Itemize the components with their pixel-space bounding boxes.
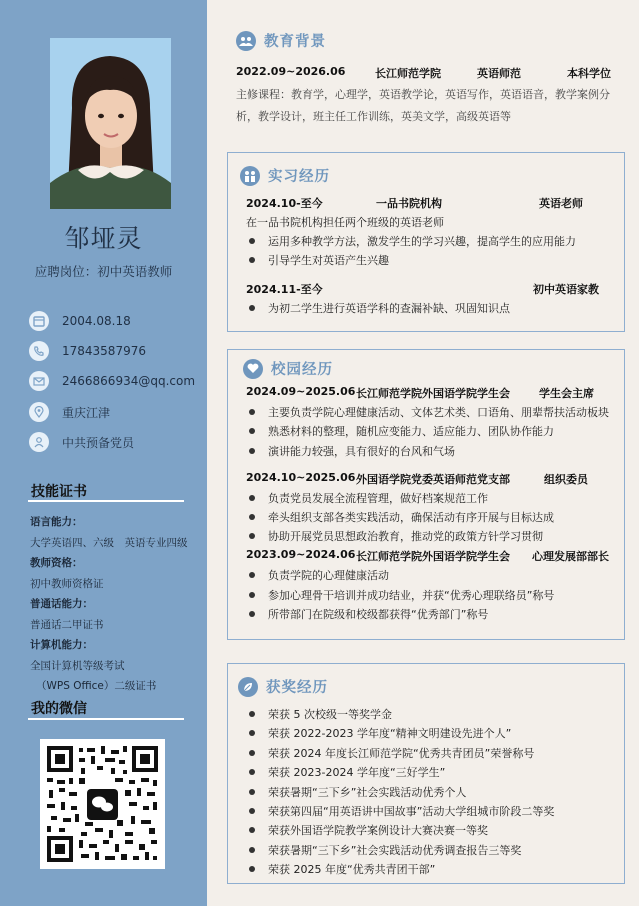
skill-computer-label: 计算机能力：	[30, 639, 93, 651]
birth-date: 2004.08.18	[62, 314, 131, 328]
campus-e2-bullet3: 协助开展党员思想政治教育，推动党的政策方针学习贯彻	[246, 528, 543, 544]
intern-job1-bullet2: 引导学生对英语产生兴趣	[246, 252, 389, 268]
skill-language-value: 大学英语四、六级 英语专业四级	[30, 536, 188, 549]
wechat-heading: 我的微信	[31, 701, 87, 717]
intern-job1-desc: 在一品书院机构担任两个班级的英语老师	[246, 216, 444, 229]
education-section-title: 教育背景	[236, 30, 326, 51]
location-pin-icon	[29, 402, 49, 422]
campus-section-title: 校园经历	[243, 358, 333, 379]
skills-heading: 技能证书	[31, 484, 87, 500]
skills-divider	[28, 500, 184, 502]
campus-e1-bullet1: 主要负责学院心理健康活动、文体艺术类、口语角、朋辈帮扶活动板块	[246, 404, 609, 420]
edu-major: 英语师范	[477, 67, 521, 80]
internship-section-title: 实习经历	[240, 165, 330, 186]
skill-computer-value: 全国计算机等级考试	[30, 659, 125, 672]
person-icon	[29, 432, 49, 452]
email-address: 2466866934@qq.com	[62, 374, 196, 388]
awards-section-title: 获奖经历	[238, 676, 328, 697]
profile-photo	[50, 38, 171, 209]
skill-language-label: 语言能力：	[30, 516, 83, 528]
campus-e2-bullet2: 牵头组织支部各类实践活动，确保活动有序开展与目标达成	[246, 509, 554, 525]
intern-job2-date: 2024.11-至今	[246, 283, 323, 296]
skills-list	[30, 512, 205, 697]
skill-mandarin-value: 普通话二甲证书	[30, 618, 104, 631]
info-email	[29, 371, 195, 391]
campus-e2-org: 外国语学院党委英语师范党支部	[356, 473, 510, 486]
location: 重庆江津	[62, 405, 111, 420]
campus-e1-org: 长江师范学院外国语学院学生会	[356, 387, 510, 400]
mail-icon	[29, 371, 49, 391]
intern-job1-date: 2024.10-至今	[246, 197, 323, 210]
award-item: 荣获 5 次校级一等奖学金	[246, 706, 392, 722]
award-item: 荣获 2023-2024 学年度“三好学生”	[246, 764, 445, 780]
heart-icon	[243, 359, 263, 379]
edu-school: 长江师范学院	[375, 67, 441, 80]
campus-e1-date: 2024.09~2025.06	[246, 385, 356, 398]
edu-degree: 本科学位	[567, 67, 611, 80]
edu-courses-line2: 析，教学设计，班主任工作训练，英美文学，高级英语等	[236, 110, 511, 123]
campus-e2-bullet1: 负责党员发展全流程管理，做好档案规范工作	[246, 490, 488, 506]
phone-icon	[29, 341, 49, 361]
wechat-qr-code	[40, 739, 165, 869]
campus-e3-date: 2023.09~2024.06	[246, 548, 356, 561]
campus-e2-date: 2024.10~2025.06	[246, 471, 356, 484]
award-item: 荣获 2024 年度长江师范学院“优秀共青团员”荣誉称号	[246, 745, 534, 761]
skill-computer-value-2: （WPS Office）二级证书	[36, 680, 157, 692]
calendar-icon	[29, 311, 49, 331]
edu-date: 2022.09~2026.06	[236, 65, 346, 78]
wechat-divider	[28, 718, 184, 720]
intern-job2-role: 初中英语家教	[533, 283, 599, 296]
award-item: 荣获暑期“三下乡”社会实践活动优秀个人	[246, 784, 466, 800]
award-item: 荣获暑期“三下乡”社会实践活动优秀调查报告三等奖	[246, 842, 521, 858]
skill-mandarin-label: 普通话能力：	[30, 598, 93, 610]
graduation-icon	[236, 31, 256, 51]
award-item: 荣获 2022-2023 学年度“精神文明建设先进个人”	[246, 725, 511, 741]
info-politics	[29, 432, 134, 452]
skill-teacher-value: 初中教师资格证	[30, 577, 104, 590]
campus-e1-role: 学生会主席	[539, 387, 594, 400]
campus-e1-bullet2: 熟悉材料的整理，随机应变能力、适应能力、团队协作能力	[246, 423, 554, 439]
edu-courses-line1: 主修课程：教育学，心理学，英语教学论，英语写作，英语语音，教学案例分	[236, 88, 610, 101]
campus-e3-org: 长江师范学院外国语学院学生会	[356, 550, 510, 563]
info-birth	[29, 311, 131, 331]
leaf-icon	[238, 677, 258, 697]
intern-job1-org: 一品书院机构	[376, 197, 442, 210]
intern-job1-role: 英语老师	[539, 197, 583, 210]
info-phone	[29, 341, 146, 361]
skill-teacher-label: 教师资格：	[30, 557, 83, 569]
info-location	[29, 402, 110, 422]
award-item: 荣获外国语学院教学案例设计大赛决赛一等奖	[246, 822, 488, 838]
campus-e3-bullet3: 所带部门在院级和校级都获得“优秀部门”称号	[246, 606, 488, 622]
candidate-name: 邹垭灵	[64, 224, 143, 253]
job-target: 应聘岗位：初中英语教师	[34, 264, 173, 279]
political-status: 中共预备党员	[62, 435, 135, 450]
phone-number: 17843587976	[62, 344, 146, 358]
campus-e2-role: 组织委员	[544, 473, 588, 486]
people-icon	[240, 166, 260, 186]
intern-job2-bullet1: 为初二学生进行英语学科的查漏补缺、巩固知识点	[246, 300, 510, 316]
campus-e3-role: 心理发展部部长	[532, 550, 609, 563]
award-item: 荣获 2025 年度“优秀共青团干部”	[246, 861, 435, 877]
award-item: 荣获第四届“用英语讲中国故事”活动大学组城市阶段二等奖	[246, 803, 554, 819]
campus-e3-bullet2: 参加心理骨干培训并成功结业，并获“优秀心理联络员”称号	[246, 587, 554, 603]
intern-job1-bullet1: 运用多种教学方法，激发学生的学习兴趣，提高学生的应用能力	[246, 233, 576, 249]
campus-e1-bullet3: 演讲能力较强，具有很好的台风和气场	[246, 443, 455, 459]
campus-e3-bullet1: 负责学院的心理健康活动	[246, 567, 389, 583]
